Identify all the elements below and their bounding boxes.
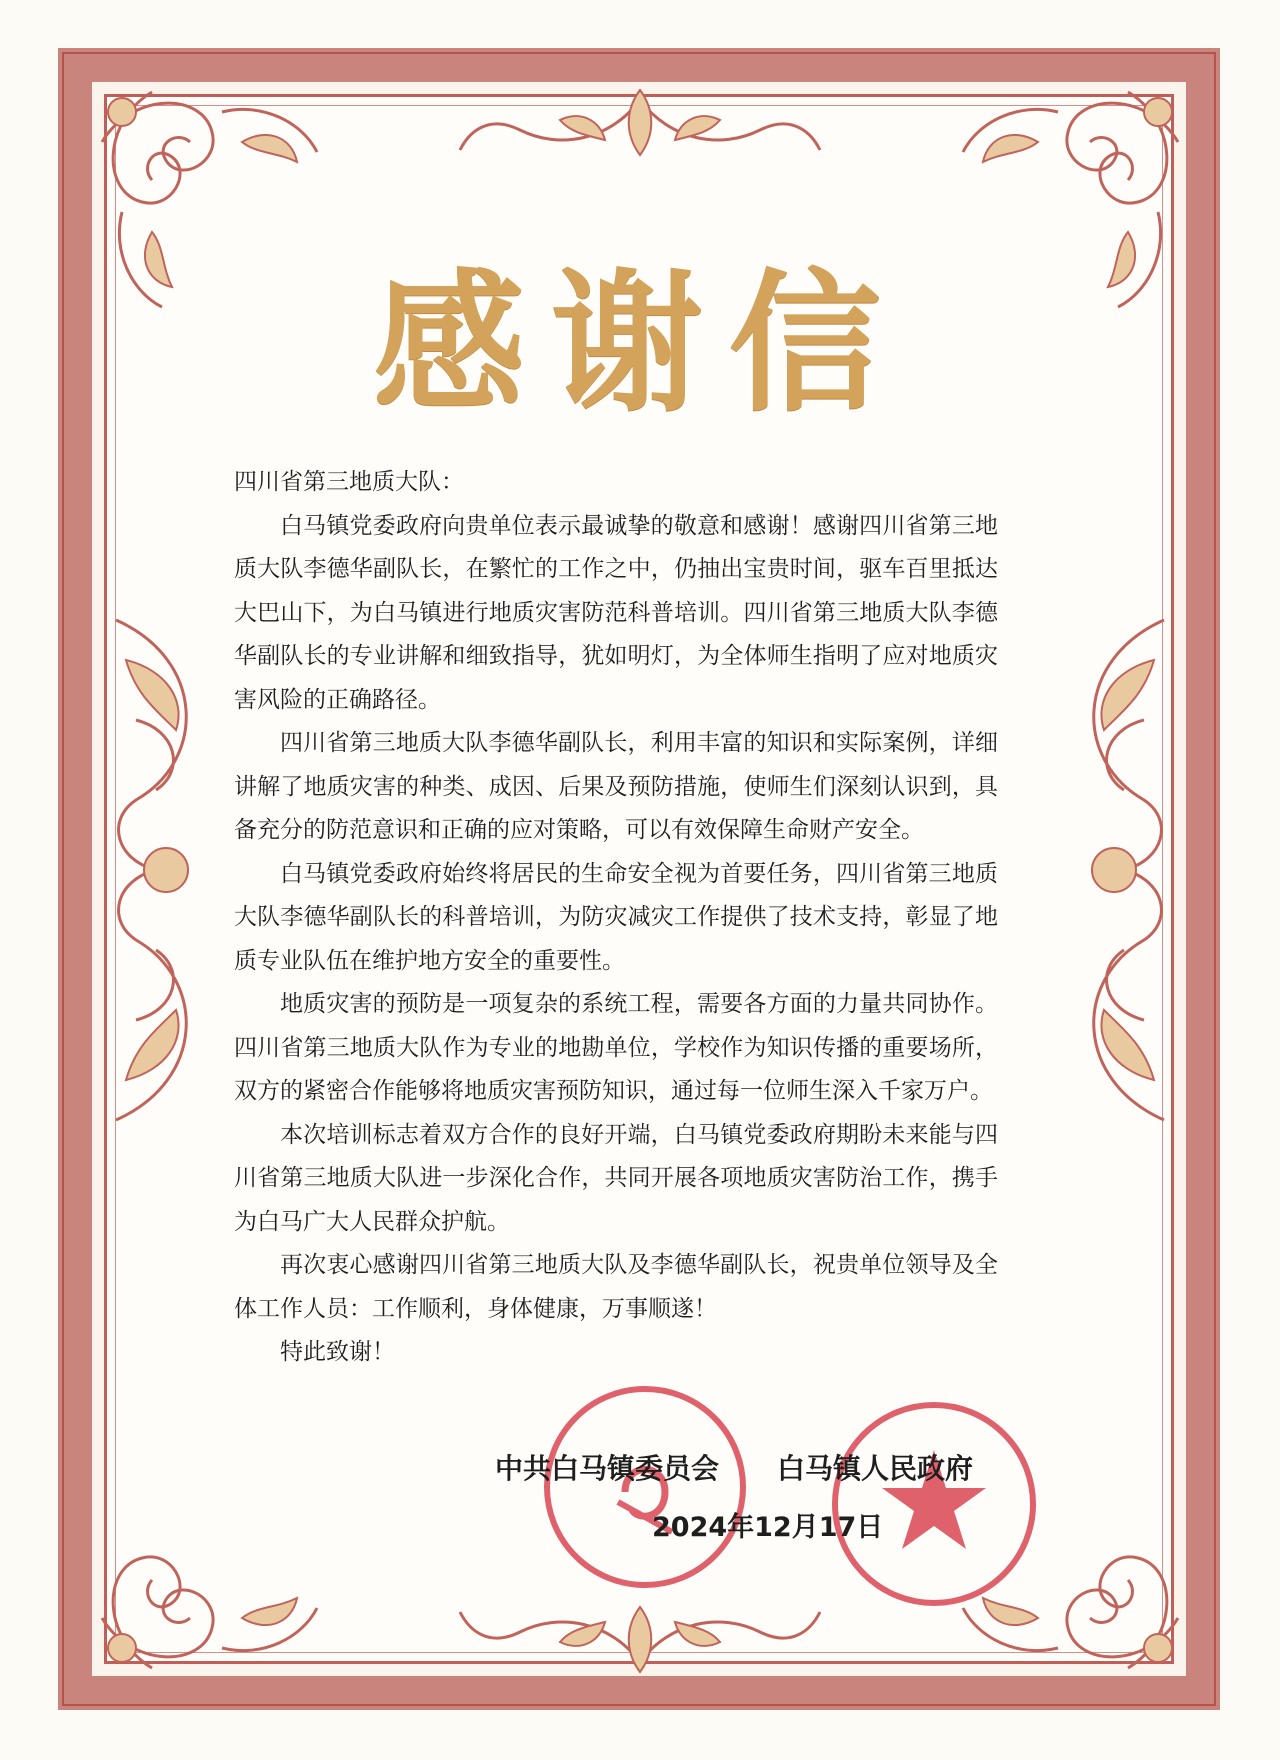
letter-paragraph: 本次培训标志着双方合作的良好开端，白马镇党委政府期盼未来能与四川省第三地质大队进一步深化合作，共同开展各项地质灾害防治工作，携手为白马广大人民群众护航。: [234, 1121, 998, 1235]
letter-paragraph: 四川省第三地质大队李德华副队长，利用丰富的知识和实际案例，详细讲解了地质灾害的种类、成因、后果及预防措施，使师生们深刻认识到，具备充分的防范意识和正确的应对策略，可以有效保障生命财产安全。: [234, 730, 998, 843]
signer-party-committee: 中共白马镇委员会: [495, 1452, 720, 1485]
signer-town-government: 白马镇人民政府: [777, 1452, 974, 1485]
ornament-left-scroll: [96, 600, 236, 1140]
letter-salutation: 四川省第三地质大队：: [234, 469, 464, 495]
letter-paragraph: 白马镇党委政府向贵单位表示最诚挚的敬意和感谢！感谢四川省第三地质大队李德华副队长，在繁忙的工作之中，仍抽出宝贵时间，驱车百里抵达大巴山下，为白马镇进行地质灾害防范科普培训。四川省第三地质大队李德华副队长的专业讲解和细致指导，犹如明灯，为全体师生指明了应对地质灾害风险的正确路径。: [234, 512, 998, 713]
letter-paragraph: 白马镇党委政府始终将居民的生命安全视为首要任务，四川省第三地质大队李德华副队长的科普培训，为防灾减灾工作提供了技术支持，彰显了地质专业队伍在维护地方安全的重要性。: [234, 860, 998, 974]
letter-paragraph: 再次衷心感谢四川省第三地质大队及李德华副队长，祝贵单位领导及全体工作人员：工作顺利，身体健康，万事顺遂！: [234, 1252, 998, 1322]
signature-block: [495, 1447, 1055, 1487]
letter-closing: 特此致谢！: [280, 1339, 395, 1365]
ornament-top-center: [440, 80, 840, 190]
ornament-right-scroll: [1044, 600, 1184, 1140]
letter-paragraph: 地质灾害的预防是一项复杂的系统工程，需要各方面的力量共同协作。四川省第三地质大队作为专业的地勘单位，学校作为知识传播的重要场所，双方的紧密合作能够将地质灾害预防知识，通过每一位师生深入千家万户。: [234, 991, 998, 1104]
signature-date: 2024年12月17日: [652, 1512, 884, 1543]
ornament-corner-bottom-left: [92, 1438, 332, 1678]
party-committee-seal: [540, 1382, 750, 1592]
letter-title: 感谢信: [373, 253, 907, 432]
government-seal: [828, 1398, 1040, 1610]
letter-body: [234, 461, 998, 1375]
